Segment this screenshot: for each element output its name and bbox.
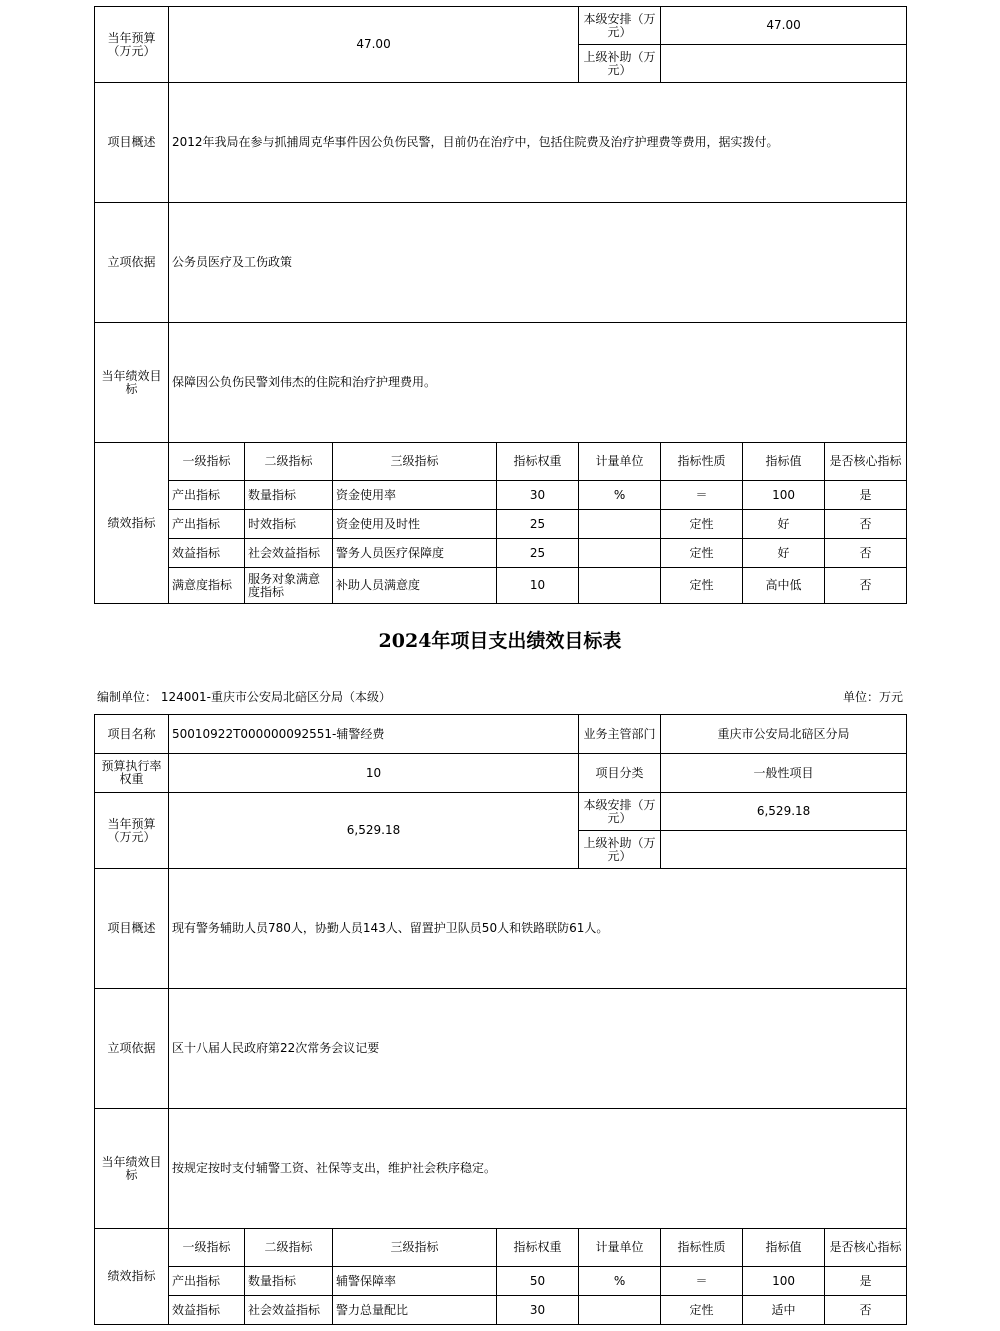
upper-subsidy-label: 上级补助（万元） [579,45,661,83]
project-name-value: 50010922T000000092551-辅警经费 [169,715,579,754]
local-funding-value: 6,529.18 [661,793,907,831]
header-nature: 指标性质 [661,443,743,481]
indicator-l1: 满意度指标 [169,568,245,604]
org-line: 编制单位： 124001-重庆市公安局北碚区分局（本级） [97,690,391,704]
table-row [95,510,907,539]
budget-label: 当年预算（万元） [95,793,169,869]
indicator-core: 是 [825,481,907,510]
budget-value: 6,529.18 [169,793,579,869]
header-l1: 一级指标 [169,1229,245,1267]
project-class-label: 项目分类 [579,754,661,793]
header-value: 指标值 [743,443,825,481]
basis-label: 立项依据 [95,203,169,323]
project-class-value: 一般性项目 [661,754,907,793]
upper-subsidy-label: 上级补助（万元） [579,831,661,869]
indicator-l2: 时效指标 [245,510,333,539]
indicator-l1: 产出指标 [169,1267,245,1296]
header-l1: 一级指标 [169,443,245,481]
indicator-value: 100 [743,481,825,510]
indicator-unit [579,539,661,568]
local-funding-label: 本级安排（万元） [579,7,661,45]
project-name-label: 项目名称 [95,715,169,754]
goal-label: 当年绩效目标 [95,323,169,443]
indicator-weight: 25 [497,510,579,539]
performance-indicators-label: 绩效指标 [95,443,169,604]
indicator-l3: 补助人员满意度 [333,568,497,604]
goal-label: 当年绩效目标 [95,1109,169,1229]
indicator-l2: 服务对象满意度指标 [245,568,333,604]
header-unit: 计量单位 [579,1229,661,1267]
indicator-value: 适中 [743,1296,825,1325]
indicator-unit [579,510,661,539]
indicator-l1: 产出指标 [169,510,245,539]
header-l2: 二级指标 [245,443,333,481]
budget-value: 47.00 [169,7,579,83]
indicator-l3: 警力总量配比 [333,1296,497,1325]
upper-subsidy-value [661,45,907,83]
header-weight: 指标权重 [497,1229,579,1267]
header-core: 是否核心指标 [825,1229,907,1267]
basis-text: 公务员医疗及工伤政策 [169,203,907,323]
performance-table-2 [94,714,907,1325]
department-label: 业务主管部门 [579,715,661,754]
indicator-value: 100 [743,1267,825,1296]
department-value: 重庆市公安局北碚区分局 [661,715,907,754]
table-row [95,1267,907,1296]
header-l3: 三级指标 [333,443,497,481]
overview-text: 现有警务辅助人员780人，协勤人员143人、留置护卫队员50人和铁路联防61人。 [169,869,907,989]
indicator-l1: 产出指标 [169,481,245,510]
indicator-core: 否 [825,510,907,539]
local-funding-value: 47.00 [661,7,907,45]
indicator-value: 好 [743,539,825,568]
overview-text: 2012年我局在参与抓捕周克华事件因公负伤民警，目前仍在治疗中，包括住院费及治疗护理费等费用，据实拨付。 [169,83,907,203]
indicator-l3: 资金使用率 [333,481,497,510]
header-unit: 计量单位 [579,443,661,481]
header-nature: 指标性质 [661,1229,743,1267]
goal-text: 按规定按时支付辅警工资、社保等支出，维护社会秩序稳定。 [169,1109,907,1229]
table-row [95,568,907,604]
execution-rate-value: 10 [169,754,579,793]
execution-rate-label: 预算执行率权重 [95,754,169,793]
indicator-l1: 效益指标 [169,1296,245,1325]
indicator-l2: 数量指标 [245,1267,333,1296]
basis-text: 区十八届人民政府第22次常务会议记要 [169,989,907,1109]
goal-text: 保障因公负伤民警刘伟杰的住院和治疗护理费用。 [169,323,907,443]
performance-table-1 [94,6,907,604]
indicator-core: 否 [825,539,907,568]
indicator-nature: 定性 [661,1296,743,1325]
indicator-nature: ＝ [661,481,743,510]
indicator-weight: 30 [497,481,579,510]
performance-indicators-label: 绩效指标 [95,1229,169,1325]
header-weight: 指标权重 [497,443,579,481]
indicator-unit: % [579,1267,661,1296]
indicator-core: 是 [825,1267,907,1296]
indicator-core: 否 [825,1296,907,1325]
indicator-l2: 社会效益指标 [245,539,333,568]
indicator-l1: 效益指标 [169,539,245,568]
indicator-nature: 定性 [661,568,743,604]
indicator-weight: 25 [497,539,579,568]
indicator-l2: 社会效益指标 [245,1296,333,1325]
page-title: 2024年项目支出绩效目标表 [378,630,622,652]
indicator-core: 否 [825,568,907,604]
header-value: 指标值 [743,1229,825,1267]
header-core: 是否核心指标 [825,443,907,481]
overview-label: 项目概述 [95,869,169,989]
upper-subsidy-value [661,831,907,869]
budget-label: 当年预算（万元） [95,7,169,83]
indicator-nature: 定性 [661,539,743,568]
table-row [95,1296,907,1325]
indicator-l2: 数量指标 [245,481,333,510]
basis-label: 立项依据 [95,989,169,1109]
indicator-l3: 资金使用及时性 [333,510,497,539]
indicator-l3: 警务人员医疗保障度 [333,539,497,568]
overview-label: 项目概述 [95,83,169,203]
local-funding-label: 本级安排（万元） [579,793,661,831]
indicator-weight: 30 [497,1296,579,1325]
indicator-nature: 定性 [661,510,743,539]
indicator-value: 高中低 [743,568,825,604]
header-l3: 三级指标 [333,1229,497,1267]
indicator-value: 好 [743,510,825,539]
table-row [95,539,907,568]
indicator-nature: ＝ [661,1267,743,1296]
indicator-unit: % [579,481,661,510]
header-l2: 二级指标 [245,1229,333,1267]
indicator-weight: 50 [497,1267,579,1296]
unit-line: 单位：万元 [842,690,903,704]
indicator-weight: 10 [497,568,579,604]
table-row [95,481,907,510]
indicator-unit [579,1296,661,1325]
indicator-unit [579,568,661,604]
indicator-l3: 辅警保障率 [333,1267,497,1296]
